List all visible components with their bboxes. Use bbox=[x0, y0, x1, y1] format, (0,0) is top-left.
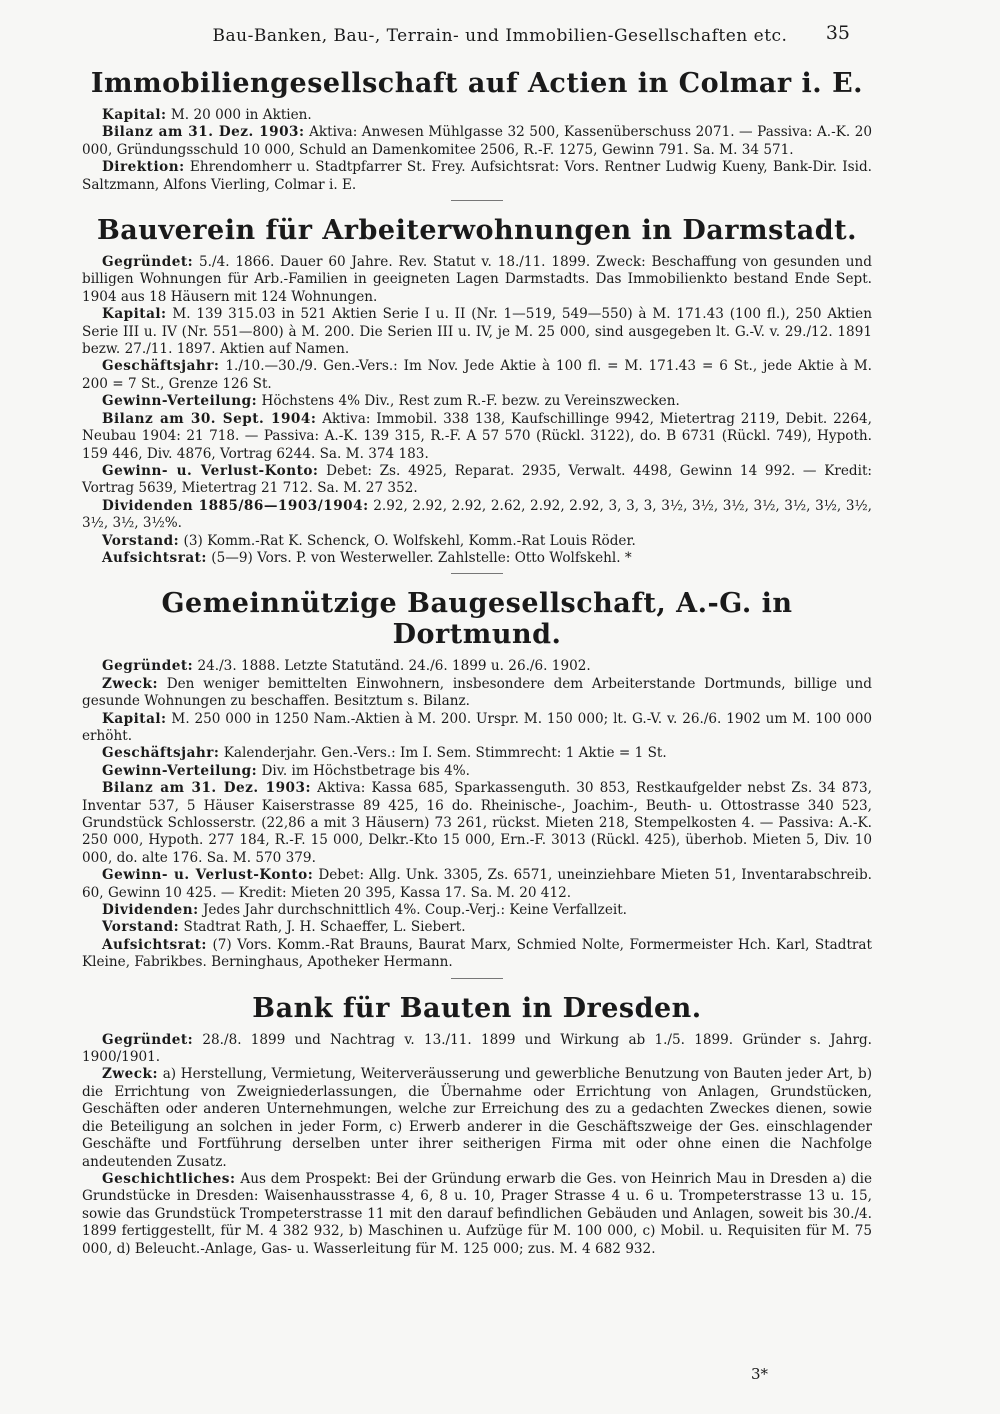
entry-paragraph bbox=[82, 124, 872, 159]
entry-paragraph bbox=[82, 358, 872, 393]
section-divider bbox=[451, 573, 503, 574]
entry-text: Jedes Jahr durchschnittlich 4%. Coup.-Verj.: Keine Verfallzeit. bbox=[202, 902, 627, 919]
entry-label: Aufsichtsrat: bbox=[102, 936, 207, 953]
entry-label: Gewinn- u. Verlust-Konto: bbox=[102, 462, 319, 479]
entry-text: Ehrendomherr u. Stadtpfarrer St. Frey. Aufsichtsrat: Vors. Rentner Ludwig Kueny, Bank-Dir. Isid. Saltzmann, Alfons Vierling, Colmar i. E. bbox=[82, 159, 872, 193]
entry-label: Vorstand: bbox=[102, 532, 180, 549]
entry-text: 1./10.—30./9. Gen.-Vers.: Im Nov. Jede Aktie à 100 fl. = M. 171.43 = 6 St., jede Aktie à M. 200 = 7 St., Grenze 126 St. bbox=[82, 358, 872, 392]
entry-paragraph bbox=[82, 919, 872, 936]
company-title: Immobiliengesellschaft auf Actien in Colmar i. E. bbox=[90, 68, 864, 99]
entry-label: Bilanz am 30. Sept. 1904: bbox=[102, 410, 317, 427]
company-title: Bank für Bauten in Dresden. bbox=[252, 992, 702, 1024]
entry-text: Kalenderjahr. Gen.-Vers.: Im I. Sem. Stimmrecht: 1 Aktie = 1 St. bbox=[223, 745, 667, 762]
entry-text: Stadtrat Rath, J. H. Schaeffer, L. Siebert. bbox=[183, 919, 466, 936]
entry-paragraph bbox=[82, 763, 872, 780]
entry-text: Höchstens 4% Div., Rest zum R.-F. bezw. zu Vereinszwecken. bbox=[261, 393, 680, 410]
entry-paragraph bbox=[82, 711, 872, 746]
entry-label: Kapital: bbox=[102, 710, 167, 727]
entry-text: 28./8. 1899 und Nachtrag v. 13./11. 1899 und Wirkung ab 1./5. 1899. Gründer s. Jahrg. 1900/1901. bbox=[82, 1031, 872, 1066]
entry-paragraph bbox=[82, 658, 872, 675]
entry-text: Debet: Allg. Unk. 3305, Zs. 6571, uneinziehbare Mieten 51, Inventarabschreib. 60, Gewinn 10 425. — Kredit: Mieten 20 395, Kassa 17. Sa. M. 20 412. bbox=[82, 867, 872, 901]
entry-text: a) Herstellung, Vermietung, Weiterveräusserung und gewerbliche Benutzung von Bauten jeder Art, b) die Errichtung von Zweigniederlassungen, die Übernahme oder Errichtung von Anlagen, Grundstücken, Geschäften oder anderen Unternehmungen, welche zur Erreichung des zu a gedachten Zweckes dienen, sowie die Beteiligung an solchen in jeder Form, c) Erwerb anderer in die Geschäftszweige der Ges. einschlagender Geschäfte und Fortführung derselben unter ihrer seitherigen Firma mit oder ohne einen die Nachfolge andeutenden Zusatz. bbox=[82, 1066, 872, 1170]
company-entry-dresden bbox=[82, 993, 872, 1258]
entry-paragraph bbox=[82, 1066, 872, 1170]
sheet-signature: 3* bbox=[750, 1365, 768, 1383]
entry-paragraph bbox=[82, 867, 872, 902]
entry-paragraph bbox=[82, 780, 872, 867]
section-divider bbox=[451, 200, 503, 201]
entry-text: Debet: Zs. 4925, Reparat. 2935, Verwalt. 4498, Gewinn 14 992. — Kredit: Vortrag 5639, Mietertrag 21 712. Sa. M. 27 352. bbox=[82, 462, 872, 497]
entry-label: Direktion: bbox=[102, 159, 185, 176]
entry-text: Aktiva: Anwesen Mühlgasse 32 500, Kassenüberschuss 2071. — Passiva: A.-K. 20 000, Gründungsschuld 10 000, Schuld an Damenkomitee 2506, R.-F. 1275, Gewinn 791. Sa. M. 34 571. bbox=[82, 124, 873, 158]
entry-label: Gewinn-Verteilung: bbox=[102, 393, 258, 410]
entry-label: Dividenden 1885/86—1903/1904: bbox=[102, 497, 369, 514]
entry-label: Zweck: bbox=[102, 1066, 158, 1083]
entry-text: Div. im Höchstbetrage bis 4%. bbox=[261, 762, 471, 779]
entry-paragraph bbox=[82, 107, 872, 124]
entry-label: Kapital: bbox=[102, 306, 167, 323]
entry-text: (3) Komm.-Rat K. Schenck, O. Wolfskehl, Komm.-Rat Louis Röder. bbox=[183, 532, 636, 549]
entry-label: Gewinn- u. Verlust-Konto: bbox=[102, 867, 314, 884]
entry-text: Aus dem Prospekt: Bei der Gründung erwarb die Ges. von Heinrich Mau in Dresden a) die Grundstücke in Dresden: Waisenhausstrasse 4, 6, 8 u. 10, Prager Strasse 4 u. 6 u. Trompeterstrasse 13 u. 15, sowie das Grundstück Trompeterstrasse 11 mit den darauf befindlichen Gebäuden und Anlagen, soweit bis 30./4. 1899 fertiggestellt, für M. 4 382 932, b) Maschinen u. Aufzüge für M. 100 000, c) Mobil. u. Requisiten für M. 75 000, d) Beleucht.-Anlage, Gas- u. Wasserleitung für M. 125 000; zus. M. 4 682 932. bbox=[82, 1170, 872, 1257]
entry-text: M. 139 315.03 in 521 Aktien Serie I u. II (Nr. 1—519, 549—550) à M. 171.43 (100 fl.), 250 Aktien Serie III u. IV (Nr. 551—800) à M. 200. Die Serien III u. IV, je M. 25 000, sind ausgegeben lt. G.-V. v. 29./12. 1891 bezw. 27./11. 1897. Aktien auf Namen. bbox=[82, 306, 872, 358]
entry-paragraph bbox=[82, 306, 872, 358]
running-header: Bau-Banken, Bau-, Terrain- und Immobilien-Gesellschaften etc. bbox=[212, 26, 788, 46]
entry-label: Geschichtliches: bbox=[102, 1170, 236, 1187]
entry-label: Gewinn-Verteilung: bbox=[102, 762, 258, 779]
page-number: 35 bbox=[825, 22, 850, 44]
company-entry-colmar bbox=[82, 68, 872, 201]
entry-paragraph bbox=[82, 533, 872, 550]
entry-text: (5—9) Vors. P. von Westerweller. Zahlstelle: Otto Wolfskehl. * bbox=[211, 549, 632, 566]
entry-text: M. 20 000 in Aktien. bbox=[170, 107, 312, 123]
entry-text: M. 250 000 in 1250 Nam.-Aktien à M. 200. Urspr. M. 150 000; lt. G.-V. v. 26./6. 1902 um M. 100 000 erhöht. bbox=[82, 710, 872, 744]
entry-label: Zweck: bbox=[102, 675, 158, 692]
entry-text: (7) Vors. Komm.-Rat Brauns, Baurat Marx, Schmied Nolte, Formermeister Hch. Karl, Stadtrat Kleine, Fabrikbes. Berninghaus, Apotheker Hermann. bbox=[82, 936, 872, 971]
entry-label: Gegründet: bbox=[102, 1031, 194, 1048]
company-entry-dortmund bbox=[82, 588, 872, 978]
entry-paragraph bbox=[82, 498, 872, 533]
entry-paragraph bbox=[82, 463, 872, 498]
entry-paragraph bbox=[82, 937, 872, 972]
entry-paragraph bbox=[82, 1171, 872, 1258]
entry-paragraph bbox=[82, 902, 872, 919]
entry-paragraph bbox=[82, 393, 872, 410]
entry-label: Geschäftsjahr: bbox=[102, 358, 220, 375]
entry-text: Aktiva: Immobil. 338 138, Kaufschillinge 9942, Mietertrag 2119, Debit. 2264, Neubau 1904: 21 718. — Passiva: A.-K. 139 315, R.-F. A 57 570 (Rückl. 3122), do. B 6731 (Rückl. 749), Hypoth. 159 446, Div. 4876, Vortrag 6244. Sa. M. 374 183. bbox=[82, 410, 872, 462]
entry-paragraph bbox=[82, 254, 872, 306]
entry-label: Bilanz am 31. Dez. 1903: bbox=[102, 780, 311, 797]
entry-label: Vorstand: bbox=[102, 919, 180, 936]
entry-paragraph bbox=[82, 745, 872, 762]
entry-paragraph bbox=[82, 676, 872, 711]
company-title: Bauverein für Arbeiterwohnungen in Darmstadt. bbox=[96, 215, 857, 247]
page-body bbox=[82, 68, 872, 1272]
company-entry-darmstadt bbox=[82, 215, 872, 574]
entry-label: Gegründet: bbox=[102, 658, 194, 675]
entry-text: 2.92, 2.92, 2.92, 2.62, 2.92, 2.92, 3, 3, 3, 3½, 3½, 3½, 3½, 3½, 3½, 3½, 3½, 3½, 3½%. bbox=[82, 497, 872, 532]
entry-paragraph bbox=[82, 1032, 872, 1067]
entry-paragraph bbox=[82, 411, 872, 463]
entry-label: Gegründet: bbox=[102, 254, 194, 271]
company-title: Gemeinnützige Baugesellschaft, A.-G. in Dortmund. bbox=[161, 588, 793, 651]
section-divider bbox=[451, 978, 503, 979]
entry-text: Den weniger bemittelten Einwohnern, insbesondere dem Arbeiterstande Dortmunds, billige und gesunde Wohnungen zu beschaffen. Besitztum s. Bilanz. bbox=[82, 675, 872, 710]
entry-paragraph bbox=[82, 159, 872, 194]
entry-text: Aktiva: Kassa 685, Sparkassenguth. 30 853, Restkaufgelder nebst Zs. 34 873, Inventar 537, 5 Häuser Kaiserstrasse 89 425, 16 do. Rheinische-, Joachim-, Beuth- u. Ottostrasse 340 523, Grundstück Schlosserstr. (22,86 a mit 3 Häusern) 73 261, rückst. Mieten 218, Stempelkosten 4. — Passiva: A.-K. 250 000, Hypoth. 277 184, R.-F. 15 000, Delkr.-Kto 15 000, Ern.-F. 3013 (Rückl. 425), überhob. Mieten 5, Div. 10 000, do. alte 176. Sa. M. 570 379. bbox=[82, 780, 872, 866]
entry-label: Aufsichtsrat: bbox=[102, 549, 207, 566]
entry-label: Dividenden: bbox=[102, 902, 199, 919]
entry-text: 5./4. 1866. Dauer 60 Jahre. Rev. Statut v. 18./11. 1899. Zweck: Beschaffung von gesunden und billigen Wohnungen für Arb.-Familien in geeigneten Lagen Darmstadts. Das Immobilienkto bestand Ende Sept. 1904 aus 18 Häusern mit 124 Wohnungen. bbox=[82, 254, 872, 305]
entry-text: 24./3. 1888. Letzte Statutänd. 24./6. 1899 u. 26./6. 1902. bbox=[197, 658, 591, 675]
entry-paragraph bbox=[82, 550, 872, 567]
entry-label: Kapital: bbox=[102, 107, 167, 123]
entry-label: Geschäftsjahr: bbox=[102, 745, 220, 762]
entry-label: Bilanz am 31. Dez. 1903: bbox=[102, 124, 305, 141]
